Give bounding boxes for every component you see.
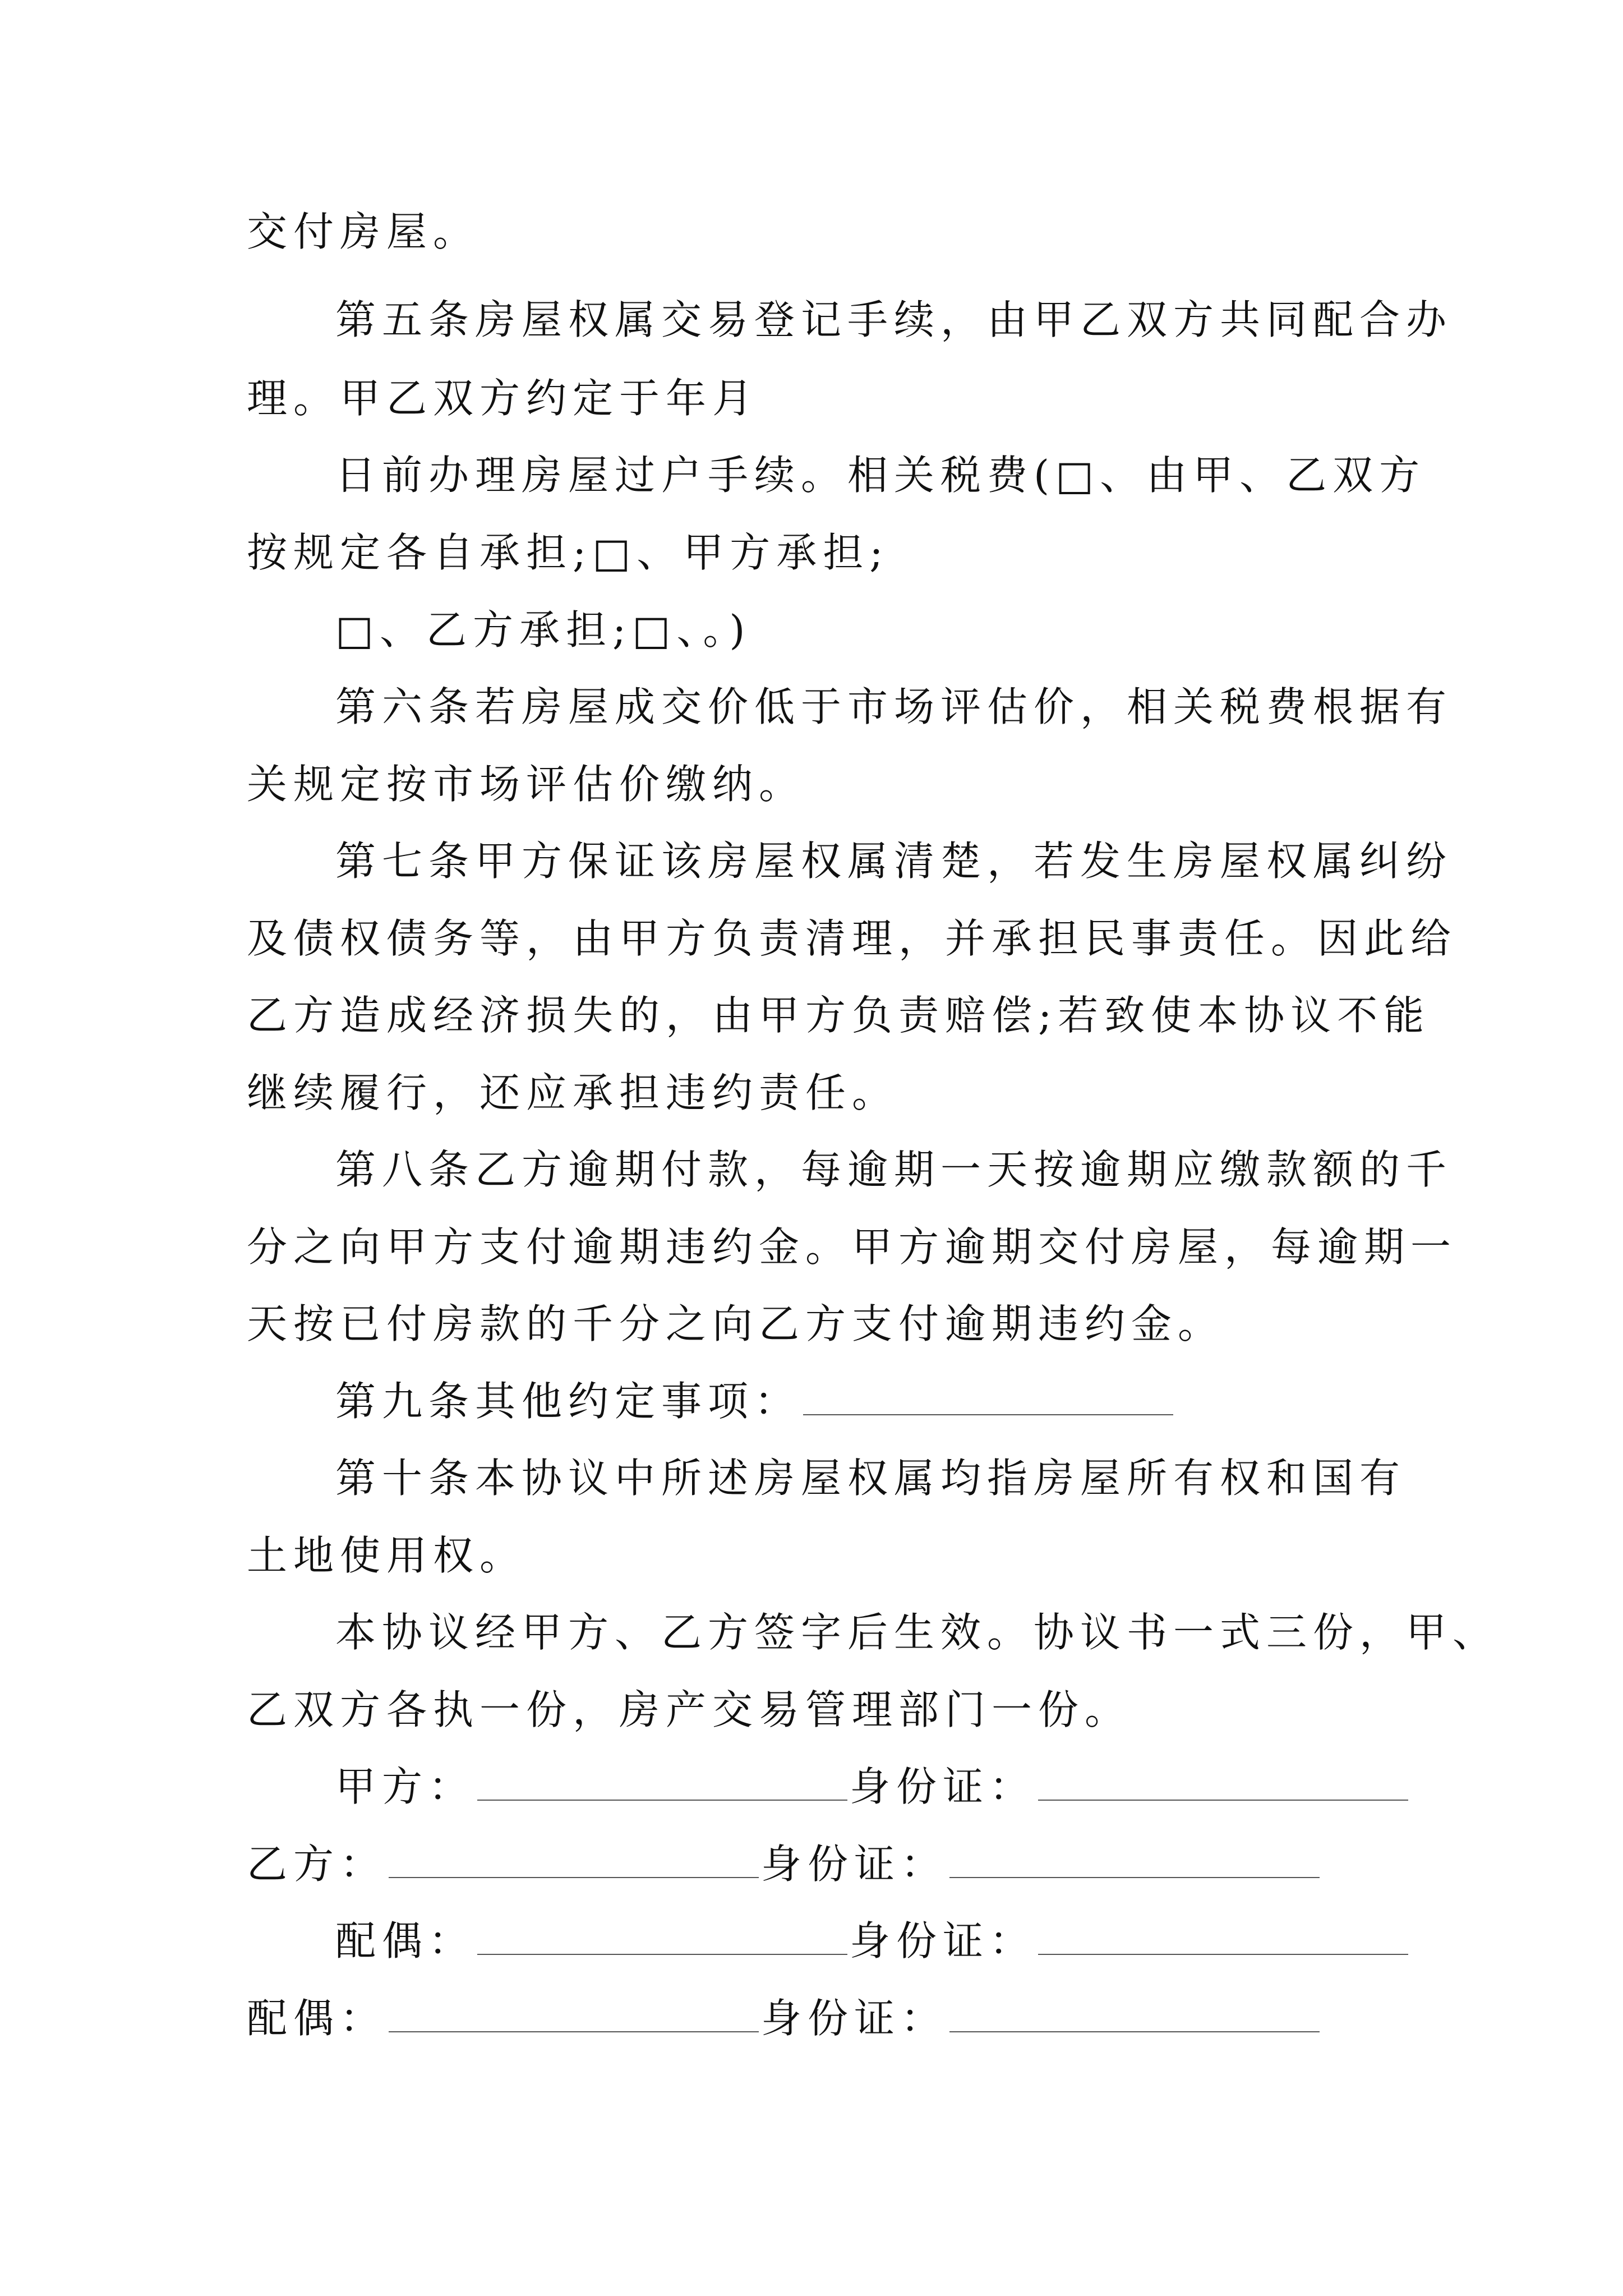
- party-label: 配偶：: [335, 1917, 476, 1964]
- party-label: 甲方：: [335, 1763, 476, 1810]
- article-9-label: 第九条其他约定事项：: [335, 1378, 801, 1425]
- text-line: 继续履行，还应承担违约责任。: [247, 1069, 899, 1116]
- signature-row-party-a: [335, 1759, 1410, 1815]
- signature-row-party-b: [247, 1836, 1322, 1892]
- text-line: 交付房屋。: [247, 208, 480, 255]
- article-5-line: 第五条房屋权属交易登记手续，由甲乙双方共同配合办: [335, 296, 1453, 343]
- signature-row-spouse-b: [247, 1990, 1322, 2046]
- text-line: □、乙方承担;□、。): [335, 606, 751, 654]
- party-name-blank: [389, 1992, 759, 2032]
- article-9-line: [335, 1373, 1175, 1429]
- id-card-blank: [949, 1992, 1320, 2032]
- text-line: 乙方造成经济损失的，由甲方负责赔偿;若致使本协议不能: [247, 992, 1431, 1039]
- other-matters-blank: [803, 1375, 1173, 1415]
- id-card-blank: [1038, 1915, 1408, 1955]
- text-line: 理。甲乙双方约定于年月: [247, 375, 759, 422]
- party-name-blank: [477, 1760, 847, 1801]
- id-card-label: 身份证：: [850, 1917, 1036, 1964]
- party-label: 乙方：: [247, 1841, 387, 1888]
- id-card-blank: [1038, 1760, 1408, 1801]
- text-line: 按规定各自承担;□、甲方承担;: [247, 529, 889, 576]
- signature-row-spouse-a: [335, 1913, 1410, 1969]
- text-line: 日前办理房屋过户手续。相关税费(□、由甲、乙双方: [335, 452, 1426, 499]
- text-line: 分之向甲方支付逾期违约金。甲方逾期交付房屋，每逾期一: [247, 1223, 1458, 1271]
- party-label: 配偶：: [247, 1995, 387, 2042]
- party-name-blank: [477, 1915, 847, 1955]
- effective-clause-line: 本协议经甲方、乙方签字后生效。协议书一式三份，甲、: [335, 1609, 1500, 1656]
- article-6-line: 第六条若房屋成交价低于市场评估价，相关税费根据有: [335, 683, 1453, 730]
- article-10-line: 第十条本协议中所述房屋权属均指房屋所有权和国有: [335, 1455, 1407, 1502]
- article-8-line: 第八条乙方逾期付款，每逾期一天按逾期应缴款额的千: [335, 1146, 1453, 1193]
- id-card-label: 身份证：: [761, 1841, 948, 1888]
- text-line: 及债权债务等，由甲方负责清理，并承担民事责任。因此给: [247, 915, 1458, 962]
- id-card-label: 身份证：: [850, 1763, 1036, 1810]
- text-line: 关规定按市场评估价缴纳。: [247, 761, 806, 808]
- text-line: 乙双方各执一份，房产交易管理部门一份。: [247, 1686, 1132, 1733]
- text-line: 土地使用权。: [247, 1532, 527, 1579]
- id-card-label: 身份证：: [761, 1995, 948, 2042]
- party-name-blank: [389, 1838, 759, 1878]
- id-card-blank: [949, 1838, 1320, 1878]
- text-line: 天按已付房款的千分之向乙方支付逾期违约金。: [247, 1300, 1225, 1347]
- article-7-line: 第七条甲方保证该房屋权属清楚，若发生房屋权属纠纷: [335, 838, 1453, 885]
